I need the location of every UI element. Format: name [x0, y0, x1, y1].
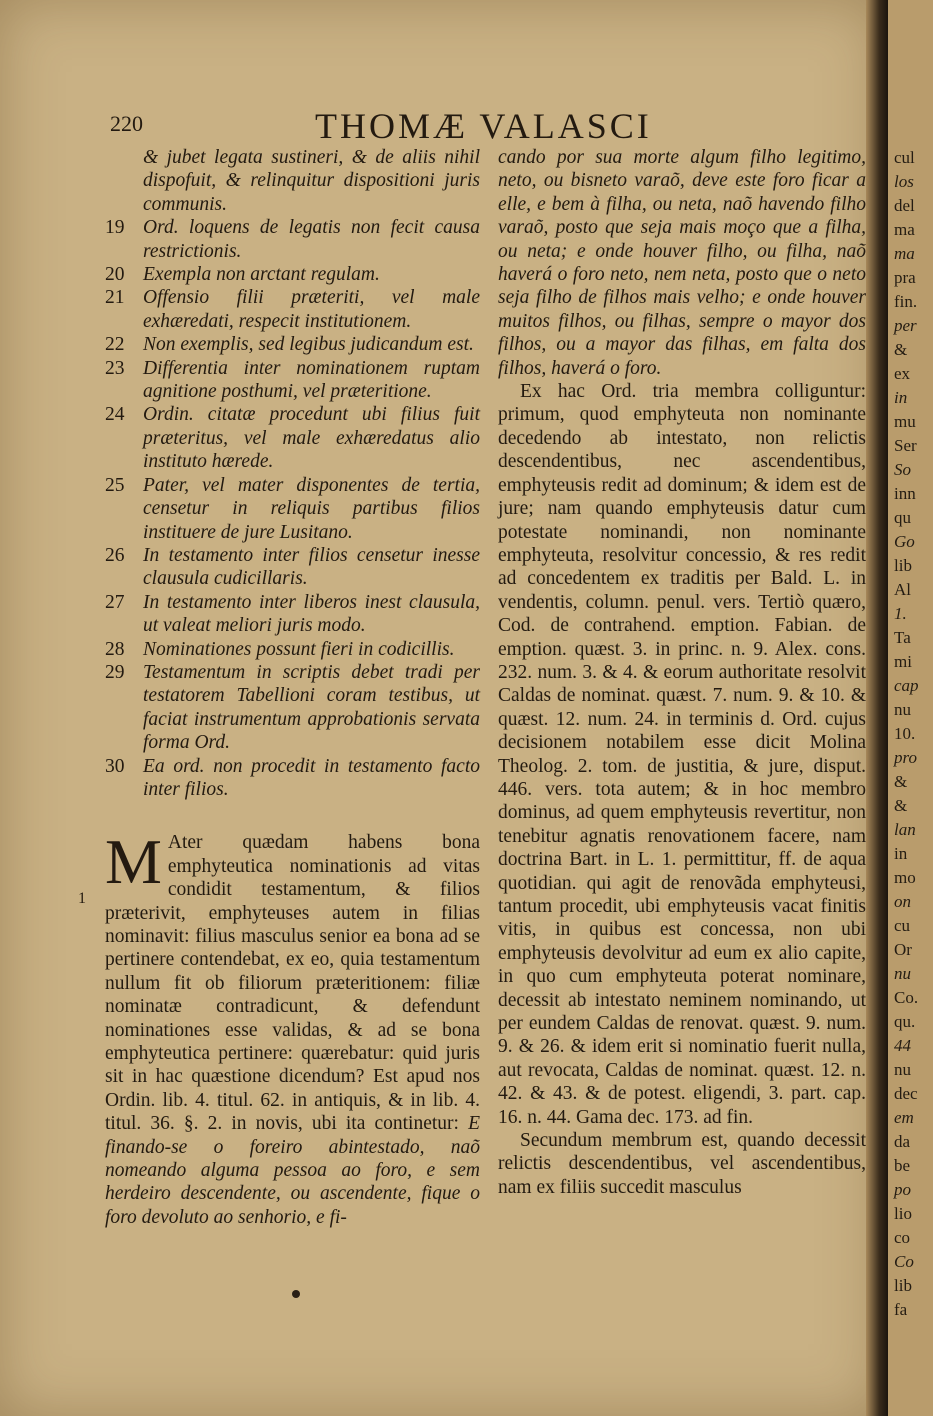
- summary-item: 20 Exempla non arctant regulam.: [105, 264, 380, 286]
- facing-page-fragment: los: [894, 172, 914, 191]
- facing-page-fragment: mu: [894, 412, 916, 431]
- summary-item: 23 Differentia inter nominationem ruptam agnitione posthumi, vel præteritione.: [105, 357, 480, 403]
- facing-page-fragment: co: [894, 1228, 911, 1247]
- facing-page-fragment: em: [894, 1108, 914, 1127]
- facing-page-edge: [888, 0, 933, 1416]
- facing-page-fragment: cu: [894, 916, 911, 935]
- facing-page-fragment: inn: [894, 484, 916, 503]
- facing-page-fragment: del: [894, 196, 915, 215]
- running-header: [110, 105, 870, 145]
- facing-page-fragment: pro: [894, 748, 917, 767]
- body-text: Ater quædam habens bona emphyteutica nominationis ad vitas condidit testamentum, & filios præterivit, emphyteuses autem in filias nominavit: filius masculus senior ea bona ad se pertinere contendebat, ex eo, quia testamentum nullum fit ob filiorum præteritionem: filiæ nominatæ contradicunt, & defendunt nominationes esse validas, & ad se bona emphyteutica pertinere: quærebatur: quid juris sit in hac quæstione dicendum? Est apud nos Ordin. lib. 4. titul. 62. in antiquis, & in lib. 4. titul. 36. §. 2. in novis, ubi ita continetur:: [105, 832, 480, 1135]
- summary-item: & jubet legata sustineri, & de aliis nihil dispofuit, & relinquitur dispositioni juris communis.: [143, 147, 480, 215]
- summary-item: 19 Ord. loquens de legatis non fecit causa restrictionis.: [105, 217, 480, 262]
- facing-page-fragment: in: [894, 844, 908, 863]
- facing-page-fragment: cul: [894, 148, 915, 167]
- facing-page-fragment: So: [894, 460, 911, 479]
- facing-page-fragment: da: [894, 1132, 911, 1151]
- facing-page-fragment: lib: [894, 1276, 912, 1295]
- facing-page-fragment: Or: [894, 940, 912, 959]
- facing-page-fragment: mo: [894, 868, 916, 887]
- facing-page-fragment: pra: [894, 268, 916, 287]
- facing-page-fragment: ex: [894, 364, 911, 383]
- body-paragraph: Ex hac Ord. tria membra colliguntur: primum, quod emphyteuta non nominante decedendo ab intestato, non relictis descendentibus, nec ascendentibus, emphyteusis redit ad dominum; & idem est de jure; nam quando emphyteusis datur cum potestate nominandi, non nominante emphyteuta, resolvitur concessio, & res redit ad concedentem ex traditis per Bald. L. in vendentis, column. penul. vers. Tertiò quæro, Cod. de contrahend. emption. Fabian. de emption. quæst. 3. in princ. n. 9. Alex. cons. 232. num. 3. & 4. & eorum authoritate resolvit Caldas de nominat. quæst. 7. num. 9. & 10. & quæst. 12. num. 24. in terminis d. Ord. cujus decisionem notabilem esse dicit Molina Theolog. 2. tom. de justitia, & jure, disput. 446. vers. tota autem; & in hoc membro dominus, ad quem emphyteusis revertitur, non tenebitur agnatis renovationem facere, nam doctrina Bart. in L. 1. permittitur, ff. de aqua quotidian. qui agit de renovãda emphyteusi, tantum procedit, ubi emphyteusis vacat finitis vitis, in quibus est concessa, non ubi emphyteusis devolvitur ad eum ex alio capite, in quo cum emphyteuta poterat nominare, decessit ab intestato neminem nominando, ut per eundem Caldas de renovat. quæst. 9. num. 9. & 26. & idem erit si nominatio fuerit nulla, aut revocata, Caldas de nominat. quæst. 12. n. 42. & 43. & de potest. eligendi, 3. part. cap. 16. n. 44. Gama dec. 173. ad fin.: [498, 381, 866, 1128]
- facing-page-fragment: &: [894, 796, 908, 815]
- facing-page-fragment: be: [894, 1156, 911, 1175]
- left-column: [105, 146, 480, 1229]
- facing-page-fragment: po: [894, 1180, 911, 1199]
- facing-page-fragment: cap: [894, 676, 919, 695]
- facing-page-fragment: Ser: [894, 436, 917, 455]
- facing-page-fragment: 1.: [894, 604, 907, 623]
- facing-page-fragment: lio: [894, 1204, 912, 1223]
- summary-item: 30 Ea ord. non procedit in testamento facto inter filios.: [105, 755, 480, 800]
- facing-page-fragment: lib: [894, 556, 912, 575]
- facing-page-fragment: ma: [894, 244, 915, 263]
- facing-page-fragment: on: [894, 892, 911, 911]
- facing-page-fragment: fa: [894, 1300, 908, 1319]
- facing-page-fragment: Go: [894, 532, 915, 551]
- summary-item: 25 Pater, vel mater disponentes de tertia, censetur in reliquis partibus filios instituere de jure Lusitano.: [105, 474, 480, 543]
- facing-page-fragment: &: [894, 772, 908, 791]
- facing-page-fragment: in: [894, 388, 908, 407]
- facing-page-fragment: mi: [894, 652, 912, 671]
- facing-page-fragment: qu: [894, 508, 911, 527]
- summary-item: 21 Offensio filii præteriti, vel male exhæredati, respecit institutionem.: [105, 287, 480, 332]
- facing-page-fragment: Co.: [894, 988, 919, 1007]
- ornament-dot: [292, 1290, 300, 1298]
- facing-page-fragment: &: [894, 340, 908, 359]
- summary-item: 26 In testamento inter filios censetur inesse clausula cudicillaris.: [105, 544, 480, 590]
- facing-page-fragment: per: [894, 316, 917, 335]
- margin-number: 1: [78, 890, 86, 907]
- facing-page-fragment: fin.: [894, 292, 918, 311]
- facing-page-fragment: Ta: [894, 628, 911, 647]
- facing-page-fragment: nu: [894, 964, 911, 983]
- facing-page-fragment: Al: [894, 580, 911, 599]
- summary-item: 28 Nominationes possunt fieri in codicillis.: [105, 638, 455, 660]
- facing-page-fragment: nu: [894, 1060, 911, 1079]
- ordinance-quote-continued: cando por sua morte algum filho legitimo, neto, ou bisneto varaõ, deve este foro ficar a elle, e bem à filha, ou neta, naõ havendo filho varaõ, posto que seja mais moço que a filha, ou neta; e onde houver filho, ou filha, naõ haverá o foro neto, nem neta, posto que o neto seja filho de filhos mais velho; e onde houver muitos filhos, ou filhas, sempre o mayor dos filhos, ou a mayor das filhas, em falta dos filhos, haverá o foro.: [498, 147, 866, 379]
- body-paragraph: Secundum membrum est, quando decessit relictis descendentibus, vel ascendentibus, nam ex filiis succedit masculus: [498, 1130, 866, 1198]
- ordinance-quote: E finando-se o foreiro abintestado, naõ nomeando alguma pessoa ao foro, e sem herdeiro descendente, ou ascendente, fique o foro devoluto ao senhorio, e fi-: [105, 1113, 480, 1228]
- facing-page-fragment: 44: [894, 1036, 911, 1055]
- body-paragraph: [105, 826, 480, 1229]
- summary-item: 22 Non exemplis, sed legibus judicandum est.: [105, 334, 474, 356]
- book-gutter: [866, 0, 888, 1416]
- summary-item: 24 Ordin. citatæ procedunt ubi filius fuit præteritus, vel male exhæredatus alio instituto hærede.: [105, 404, 480, 473]
- right-column: [498, 146, 866, 1199]
- drop-cap: M: [105, 826, 162, 898]
- page-number: 220: [110, 111, 143, 136]
- facing-page-fragment: lan: [894, 820, 916, 839]
- facing-page-fragment: dec: [894, 1084, 918, 1103]
- facing-page-fragment: ma: [894, 220, 915, 239]
- facing-page-fragment: 10.: [894, 724, 916, 743]
- facing-page-fragment: Co: [894, 1252, 914, 1271]
- summary-list: [105, 146, 480, 801]
- facing-page-fragment: nu: [894, 700, 911, 719]
- summary-item: 29 Testamentum in scriptis debet tradi per testatorem Tabellioni coram testibus, ut faciat instrumentum approbationis servata forma Ord.: [105, 661, 480, 754]
- facing-page-fragment: qu.: [894, 1012, 916, 1031]
- summary-item: 27 In testamento inter liberos inest clausula, ut valeat meliori juris modo.: [105, 591, 480, 637]
- running-title: THOMÆ VALASCI: [315, 106, 652, 146]
